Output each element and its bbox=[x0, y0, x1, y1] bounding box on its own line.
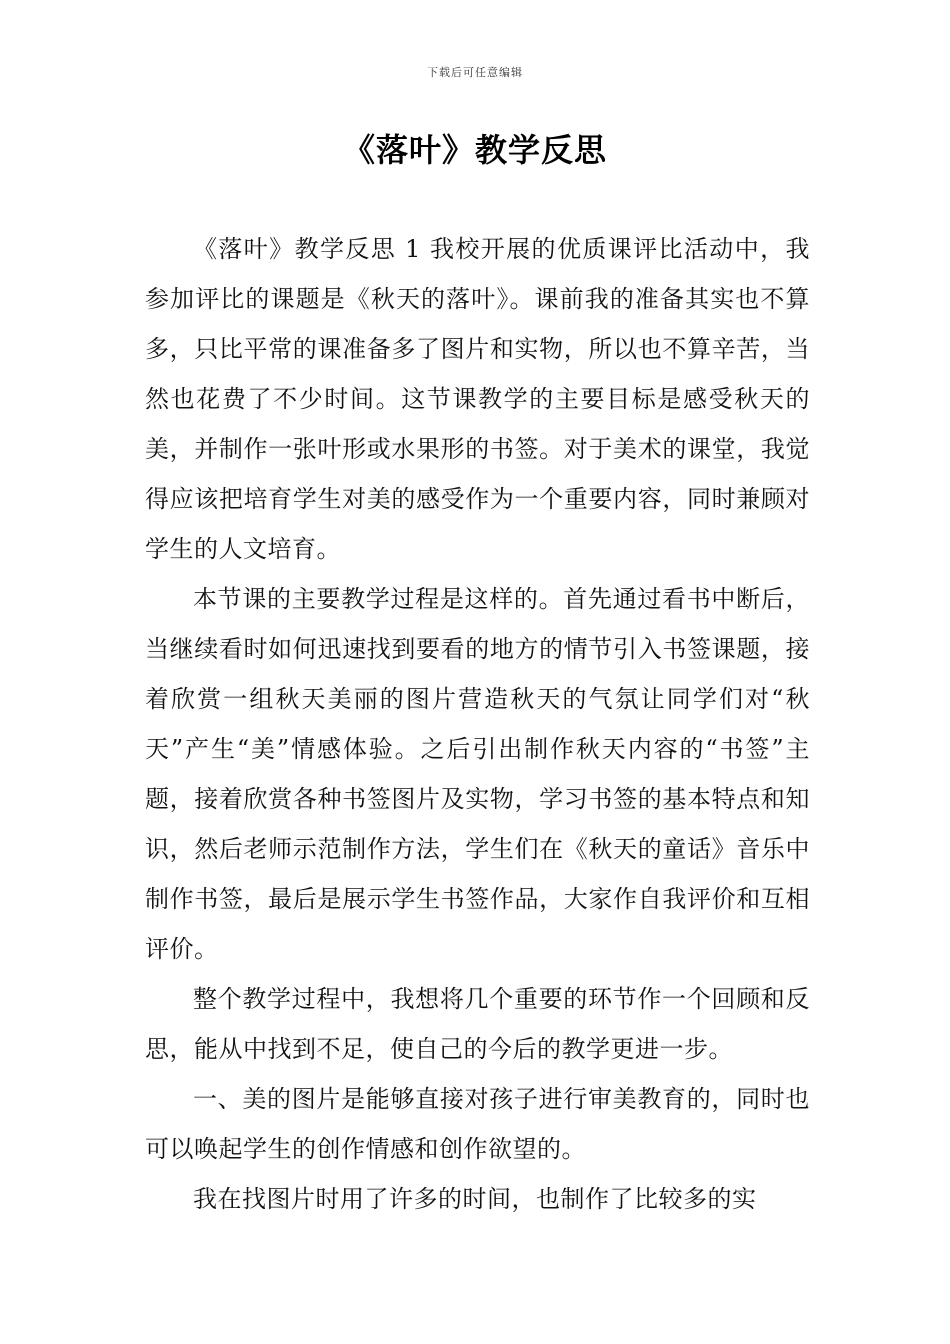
header-note: 下载后可任意编辑 bbox=[427, 66, 523, 79]
paragraph: 《落叶》教学反思 1 我校开展的优质课评比活动中，我参加评比的课题是《秋天的落叶》。课前我的准备其实也不算多，只比平常的课准备多了图片和实物，所以也不算辛苦，当然也花费了不少时间。这节课教学的主要目标是感受秋天的美，并制作一张叶形或水果形的书签。对于美术的课堂，我觉得应该把培育学生对美的感受作为一个重要内容，同时兼顾对学生的人文培育。 bbox=[145, 235, 810, 563]
document-body bbox=[145, 224, 810, 1224]
paragraph: 整个教学过程中，我想将几个重要的环节作一个回顾和反思，能从中找到不足，使自己的今后的教学更进一步。 bbox=[145, 985, 810, 1063]
paragraph: 我在找图片时用了许多的时间，也制作了比较多的实 bbox=[193, 1185, 757, 1213]
paragraph: 本节课的主要教学过程是这样的。首先通过看书中断后，当继续看时如何迅速找到要看的地方的情节引入书签课题，接着欣赏一组秋天美丽的图片营造秋天的气氛让同学们对“秋天”产生“美”情感体验。之后引出制作秋天内容的“书签”主题，接着欣赏各种书签图片及实物，学习书签的基本特点和知识，然后老师示范制作方法，学生们在《秋天的童话》音乐中制作书签，最后是展示学生书签作品，大家作自我评价和互相评价。 bbox=[145, 585, 810, 963]
paragraph: 一、美的图片是能够直接对孩子进行审美教育的，同时也可以唤起学生的创作情感和创作欲望的。 bbox=[145, 1085, 810, 1163]
document-title: 《落叶》教学反思 bbox=[342, 131, 607, 169]
